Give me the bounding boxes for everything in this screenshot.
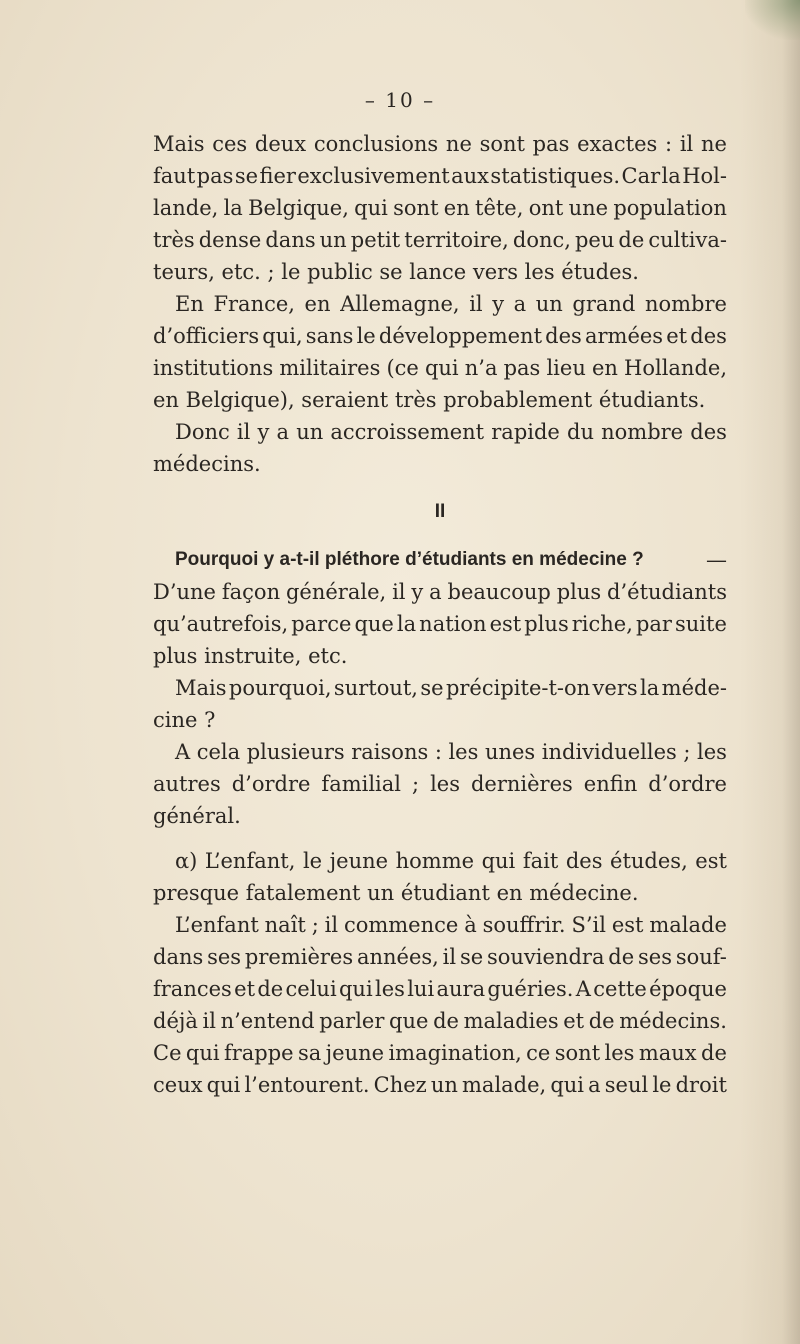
word: nombre (601, 420, 684, 444)
word: plusieurs (246, 740, 345, 764)
word: en (443, 196, 470, 220)
word: les (448, 740, 479, 764)
word: le (652, 1073, 672, 1097)
word: cette (593, 977, 647, 1001)
word: époque (649, 977, 727, 1001)
word: qui (481, 849, 516, 873)
word: et (563, 1009, 585, 1033)
text-line (153, 288, 727, 320)
word: seul (604, 1073, 649, 1097)
word: d’ordre (231, 772, 311, 796)
text-line (153, 845, 727, 877)
word: ses (638, 945, 672, 969)
word: Allemagne, (340, 292, 460, 316)
word: souviendra (486, 945, 605, 969)
word: fier (259, 164, 296, 188)
text-line (153, 128, 727, 160)
word: Car (621, 164, 661, 188)
word: D’une (153, 580, 216, 604)
word: qui (424, 356, 459, 380)
question-line (153, 544, 727, 576)
word: riche, (571, 612, 633, 636)
word: de (608, 945, 635, 969)
word: façon (221, 580, 281, 604)
page-number: – 10 – (364, 88, 436, 112)
word: n’entend (220, 1009, 315, 1033)
text-line (153, 672, 727, 704)
text-line: général. (153, 804, 241, 828)
word: pas (532, 132, 570, 156)
word: il (202, 1009, 216, 1033)
word: un (430, 1073, 458, 1097)
page-edge-shadow (740, 0, 800, 1344)
word: il (236, 420, 251, 444)
question-dash: — (706, 548, 727, 572)
paragraph-gap (153, 832, 727, 845)
word: se (420, 676, 444, 700)
word: cela (196, 740, 241, 764)
word: il (442, 945, 457, 969)
text-line (153, 1037, 727, 1069)
word: années, (356, 945, 439, 969)
word: commence (343, 913, 459, 937)
word: Chez (373, 1073, 427, 1097)
word: l’entourent. (244, 1073, 370, 1097)
word: Hollande, (624, 356, 727, 380)
word: suite (675, 612, 727, 636)
word: aux (451, 164, 490, 188)
word: S’il (571, 913, 606, 937)
word: ; (683, 740, 691, 764)
word: d’étudiants (607, 580, 727, 604)
text-line: teurs, etc. ; le public se lance vers les études. (153, 260, 639, 284)
word: développement (378, 324, 543, 348)
text-line: en Belgique), seraient très probablement étudiants. (153, 388, 706, 412)
text-line: cine ? (153, 708, 216, 732)
word: rapide (491, 420, 560, 444)
word: frances (153, 977, 232, 1001)
word: il (392, 580, 406, 604)
text-line (153, 1069, 727, 1101)
word: parce (291, 612, 352, 636)
word: dense (198, 228, 262, 252)
word: le (356, 324, 376, 348)
word: souf- (675, 945, 727, 969)
word: de (433, 1009, 459, 1033)
word: a (429, 580, 442, 604)
word: territoire, (404, 228, 509, 252)
word: dernières (470, 772, 573, 796)
word: fait (522, 849, 559, 873)
word: A (175, 740, 191, 764)
text-line (153, 973, 727, 1005)
word: est (489, 612, 522, 636)
word: les (696, 740, 727, 764)
word: Donc (175, 420, 230, 444)
text-line (153, 941, 727, 973)
word: médecins. (619, 1009, 727, 1033)
word: parler (319, 1009, 385, 1033)
word: que (389, 1009, 429, 1033)
word: n’a (464, 356, 498, 380)
word: a (513, 292, 527, 316)
word: faut (153, 164, 196, 188)
word: frappe (223, 1041, 294, 1065)
word: les (430, 772, 460, 796)
word: ; (311, 913, 319, 937)
word: nation (419, 612, 487, 636)
word: des (545, 324, 582, 348)
word: les (374, 977, 405, 1001)
word: de (701, 1041, 727, 1065)
word: homme (395, 849, 475, 873)
word: y (492, 292, 505, 316)
word: Belgique, (248, 196, 349, 220)
word: a (588, 1073, 601, 1097)
word: d’ordre (648, 772, 727, 796)
word: droit (675, 1073, 727, 1097)
word: : (434, 740, 442, 764)
word: ce (526, 1041, 551, 1065)
word: les (604, 1041, 635, 1065)
text-line (153, 416, 727, 448)
word: institutions (153, 356, 274, 380)
word: beaucoup (447, 580, 551, 604)
text-line (153, 1005, 727, 1037)
word: la (640, 676, 660, 700)
text-line (153, 160, 727, 192)
word: celui (285, 977, 337, 1001)
word: il (469, 292, 483, 316)
word: qui (185, 1041, 220, 1065)
word: : (665, 132, 673, 156)
word: donc, (512, 228, 571, 252)
word: Hol- (682, 164, 727, 188)
text-line: plus instruite, etc. (153, 644, 348, 668)
word: ceux (153, 1073, 203, 1097)
word: sans (305, 324, 354, 348)
word: cultiva- (648, 228, 727, 252)
word: déjà (153, 1009, 198, 1033)
word: qui, (262, 324, 303, 348)
word: très (153, 228, 195, 252)
word: la (396, 612, 417, 636)
word: aura (436, 977, 486, 1001)
word: une (568, 196, 609, 220)
text-line: presque fatalement un étudiant en médecine. (153, 881, 639, 905)
word: (ce (386, 356, 419, 380)
word: raisons (351, 740, 429, 764)
word: L’enfant, (204, 849, 296, 873)
word: exclusivement (297, 164, 450, 188)
word: ; (412, 772, 420, 796)
word: deux (254, 132, 307, 156)
body-text (153, 128, 727, 1101)
word: unes (484, 740, 536, 764)
corner-stain (745, 0, 800, 40)
word: un (535, 292, 563, 316)
word: y (257, 420, 270, 444)
word: France, (213, 292, 295, 316)
text-line (153, 768, 727, 800)
word: Mais (153, 132, 205, 156)
word: générale, (285, 580, 387, 604)
word: en (304, 292, 331, 316)
section-heading: II (434, 501, 446, 522)
word: est (695, 849, 727, 873)
word: ne (445, 132, 472, 156)
word: des (690, 420, 727, 444)
word: ses (207, 945, 242, 969)
word: sont (393, 196, 439, 220)
word: d’officiers (153, 324, 260, 348)
text-line (153, 909, 727, 941)
word: vers (592, 676, 638, 700)
word: surtout, (333, 676, 418, 700)
word: tête, (475, 196, 524, 220)
word: se (459, 945, 484, 969)
word: peu (574, 228, 615, 252)
text-line (153, 736, 727, 768)
word: y (411, 580, 424, 604)
word: premières (244, 945, 354, 969)
word: armées (584, 324, 664, 348)
word: dans (153, 945, 204, 969)
word: qui (206, 1073, 241, 1097)
word: pas (503, 356, 541, 380)
word: guéries. (487, 977, 574, 1001)
question-lead: Pourquoi y a-t-il pléthore d’étudiants en médecine ? (175, 549, 644, 570)
word: enfin (583, 772, 638, 796)
word: ces (212, 132, 248, 156)
word: à (464, 913, 477, 937)
word: qu’autrefois, (153, 612, 289, 636)
word: des (690, 324, 727, 348)
word: sont (479, 132, 525, 156)
word: jeune (325, 1041, 385, 1065)
word: plus (556, 580, 602, 604)
word: plus (524, 612, 569, 636)
word: le (302, 849, 323, 873)
word: lieu (546, 356, 586, 380)
word: nombre (644, 292, 727, 316)
word: souffrir. (482, 913, 566, 937)
word: de (618, 228, 645, 252)
word: maux (638, 1041, 697, 1065)
text-line (153, 352, 727, 384)
word: sa (297, 1041, 322, 1065)
word: pourquoi, (228, 676, 332, 700)
word: accroissement (330, 420, 485, 444)
word: que (354, 612, 394, 636)
word: du (567, 420, 594, 444)
word: petit (350, 228, 401, 252)
word: ne (700, 132, 727, 156)
word: qui (338, 977, 373, 1001)
word: est (611, 913, 644, 937)
word: imagination, (388, 1041, 522, 1065)
word: par (635, 612, 672, 636)
word: qui (550, 1073, 585, 1097)
word: des (565, 849, 603, 873)
text-line (153, 192, 727, 224)
word: dans (265, 228, 316, 252)
word: maladies (463, 1009, 559, 1033)
word: En (175, 292, 204, 316)
word: individuelles (541, 740, 677, 764)
text-line (153, 224, 727, 256)
word: en (591, 356, 618, 380)
word: α) (175, 849, 198, 873)
word: sont (554, 1041, 601, 1065)
word: lande, (153, 196, 219, 220)
word: il (324, 913, 339, 937)
text-line: médecins. (153, 452, 261, 476)
word: et (666, 324, 688, 348)
word: il (679, 132, 694, 156)
word: militaires (279, 356, 381, 380)
word: Ce (153, 1041, 182, 1065)
word: population (613, 196, 727, 220)
word: A (575, 977, 591, 1001)
word: familial (321, 772, 402, 796)
word: de (588, 1009, 615, 1033)
word: de (257, 977, 284, 1001)
text-line (153, 320, 727, 352)
word: un (319, 228, 347, 252)
text-line (153, 608, 727, 640)
word: naît (264, 913, 306, 937)
word: malade, (462, 1073, 547, 1097)
word: la (223, 196, 243, 220)
word: Mais (175, 676, 227, 700)
word: conclusions (313, 132, 439, 156)
word: études, (610, 849, 688, 873)
word: un (296, 420, 324, 444)
word: ont (528, 196, 564, 220)
word: et (234, 977, 256, 1001)
word: la (661, 164, 681, 188)
word: statistiques. (490, 164, 621, 188)
word: qui (354, 196, 388, 220)
word: lui (407, 977, 435, 1001)
text-line (153, 576, 727, 608)
word: se (234, 164, 259, 188)
word: exactes (577, 132, 658, 156)
word: a (276, 420, 290, 444)
word: grand (572, 292, 636, 316)
word: précipite-t-on (445, 676, 591, 700)
word: L’enfant (175, 913, 259, 937)
word: méde- (661, 676, 727, 700)
word: pas (196, 164, 234, 188)
word: autres (153, 772, 221, 796)
word: jeune (329, 849, 389, 873)
word: malade (649, 913, 727, 937)
